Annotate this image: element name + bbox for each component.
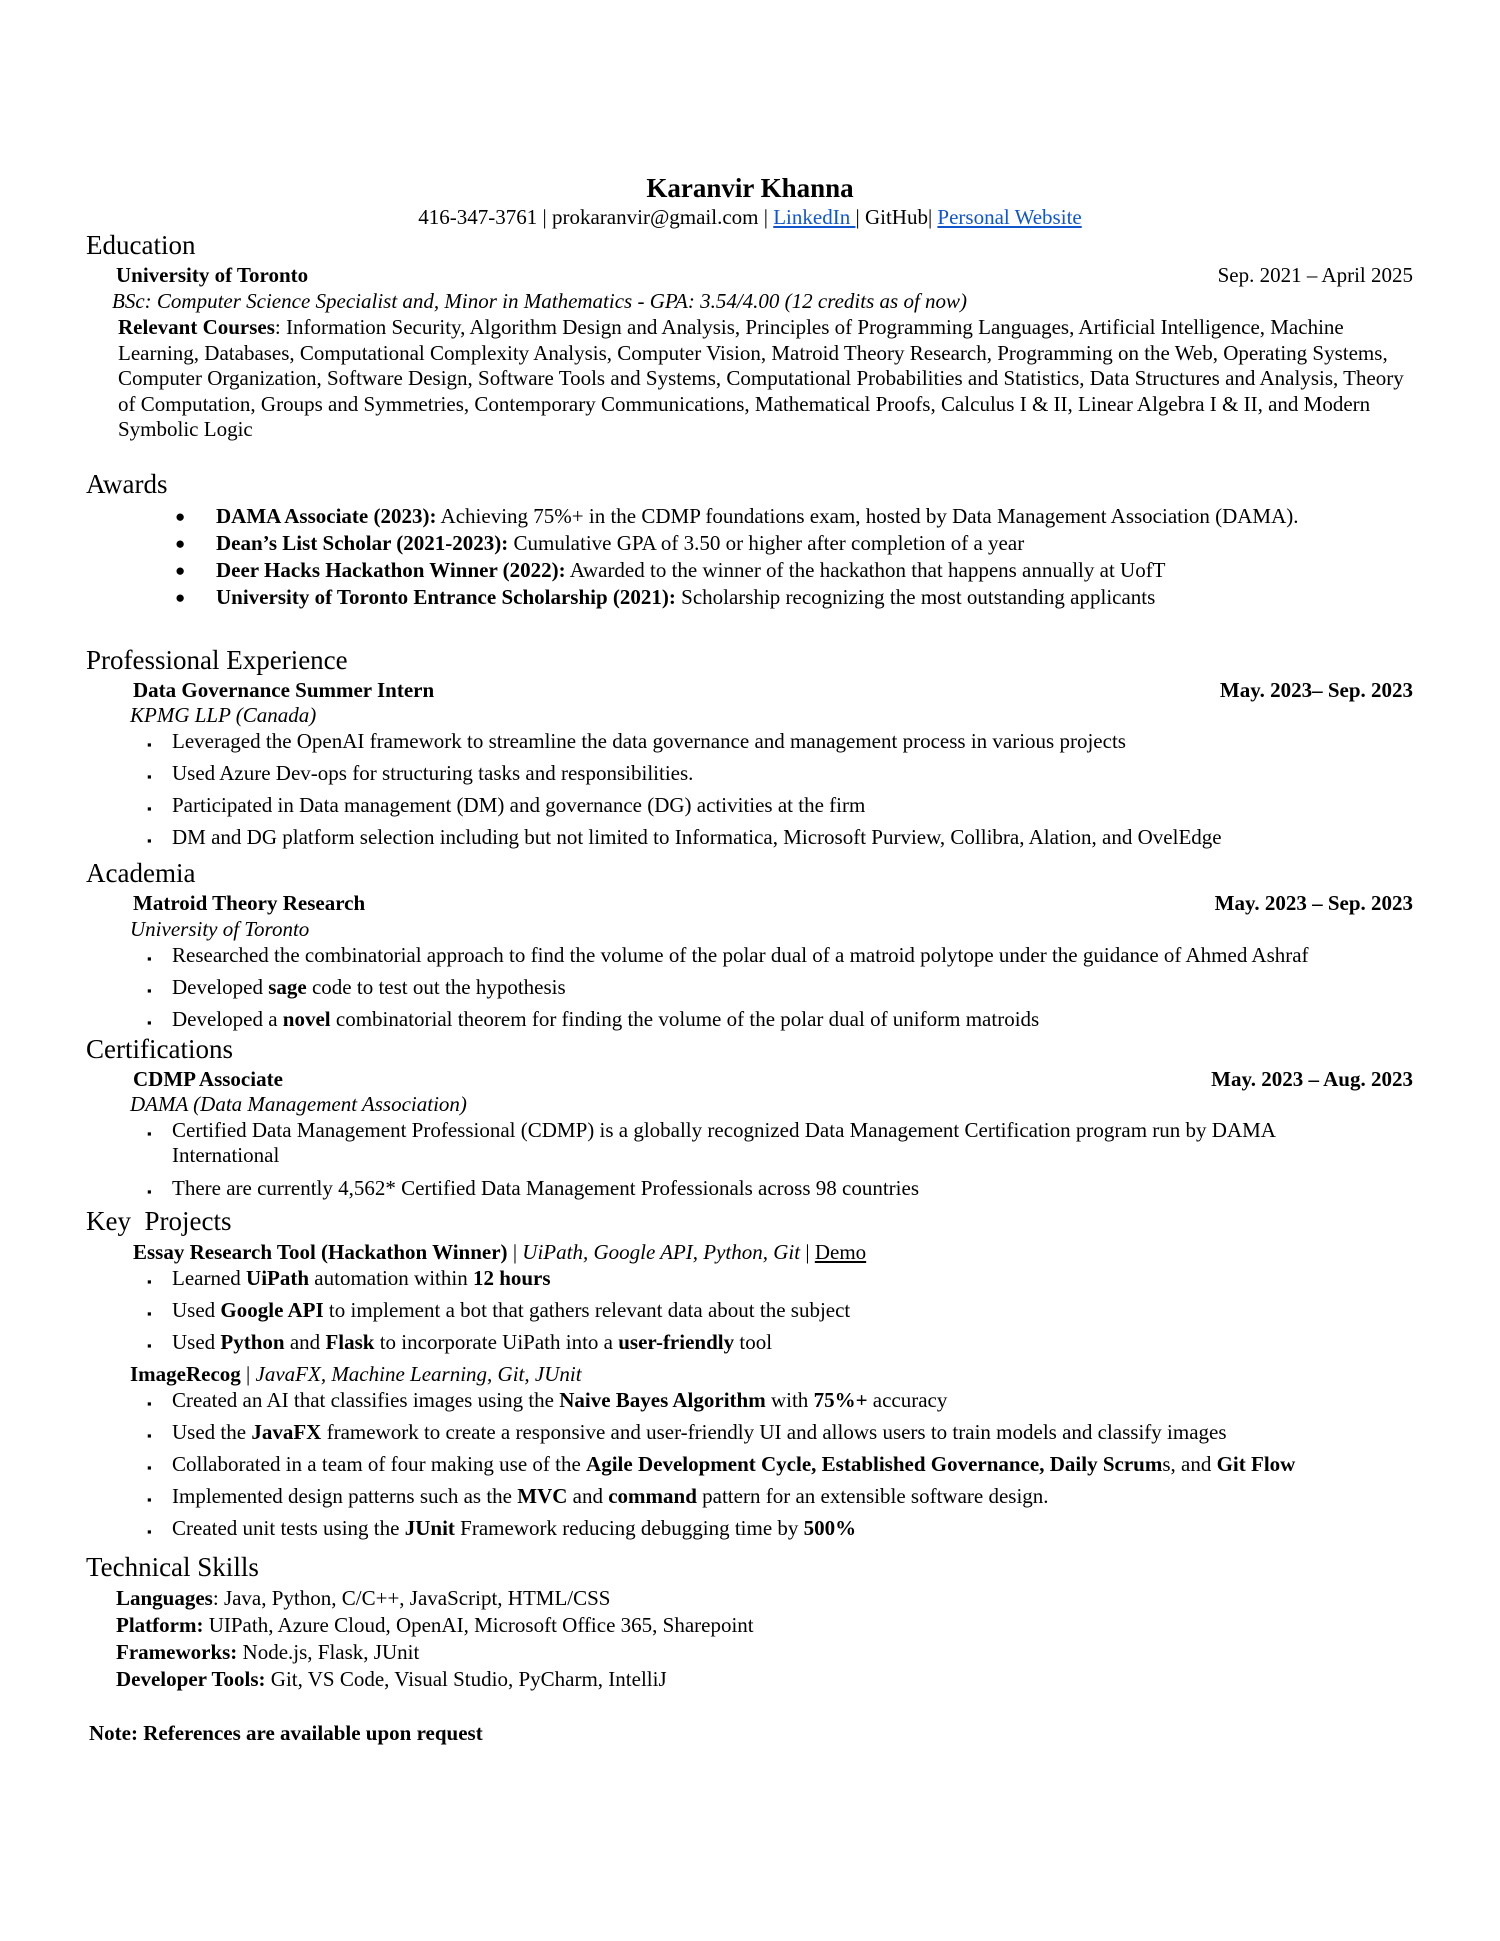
separator: | [763,205,768,229]
award-item [216,585,1155,610]
bullet-icon: ▪ [147,1274,152,1289]
text-bold: Git Flow [1216,1452,1296,1476]
text: code to test out the hypothesis [306,975,566,999]
cert-org: DAMA (Data Management Association) [130,1092,467,1116]
award-text: Cumulative GPA of 3.50 or higher after completion of a year [508,531,1025,555]
academia-bullet: Researched the combinatorial approach to find the volume of the polar dual of a matroid polytope under the guidance of Ahmed Ashraf [172,943,1309,967]
experience-bullet: Used Azure Dev-ops for structuring tasks and responsibilities. [172,761,694,785]
award-item [216,558,1166,583]
project-bullet [172,1298,850,1323]
skills-languages [116,1586,610,1611]
text-bold: novel [282,1007,331,1031]
academia-org: University of Toronto [130,917,310,941]
section-title-education: Education [86,230,196,260]
skill-value: : Java, Python, C/C++, JavaScript, HTML/CSS [212,1586,611,1610]
text: with [765,1388,814,1412]
award-title: University of Toronto Entrance Scholarship (2021): [216,585,676,609]
project-name: Essay Research Tool (Hackathon Winner) [133,1240,508,1264]
skill-value: Node.js, Flask, JUnit [237,1640,420,1664]
relevant-courses [118,315,1418,443]
website-link[interactable]: Personal Website [937,205,1082,229]
bullet-icon: ▪ [147,1396,152,1411]
text: Used [172,1298,221,1322]
separator: | [240,1362,256,1386]
text-bold: 500% [803,1516,857,1540]
bullet-icon: ▪ [147,1338,152,1353]
award-text: Achieving 75%+ in the CDMP foundations exam, hosted by Data Management Association (DAMA). [436,504,1299,528]
text: accuracy [867,1388,948,1412]
education-dates: Sep. 2021 – April 2025 [1217,263,1413,287]
skill-label: Platform: [116,1613,204,1637]
bullet-icon: ▪ [147,801,152,816]
bullet-icon: ▪ [147,1184,152,1199]
text-bold: 75%+ [813,1388,868,1412]
text: and [567,1484,609,1508]
school-name: University of Toronto [116,263,309,287]
experience-role: Data Governance Summer Intern [133,678,435,702]
text: Used the [172,1420,252,1444]
text-bold: command [608,1484,697,1508]
bullet-icon: ● [175,507,186,526]
academia-bullet [172,975,566,1000]
skills-platform [116,1613,754,1638]
text: Learned [172,1266,247,1290]
text: Framework reducing debugging time by [454,1516,804,1540]
courses-label: Relevant Courses [118,315,275,339]
courses-text: : Information Security, Algorithm Design and Analysis, Principles of Programming Languages, Artificial Intelligence, Machine Learning, Databases, Computational Complexity Analysis, Computer Vision, Matroid Theory Research, Programming on the Web, Operating Systems, Computer Organization, Software Design, Software Tools and Systems, Computational Probabilities and Statistics, Data Structures and Analysis, Theory of Computation, Groups and Symmetries, Contemporary Communications, Mathematical Proofs, Calculus I & II, Linear Algebra I & II, and Modern Symbolic Logic [118,315,1404,441]
bullet-icon: ▪ [147,1460,152,1475]
bullet-icon: ● [175,561,186,580]
text: Created unit tests using the [172,1516,405,1540]
project-bullet [172,1420,1227,1445]
text-bold: Python [220,1330,285,1354]
project-bullet [172,1452,1295,1477]
section-title-experience: Professional Experience [86,645,348,675]
cert-bullet: There are currently 4,562* Certified Data Management Professionals across 98 countries [172,1176,919,1200]
text: Implemented design patterns such as the [172,1484,518,1508]
bullet-icon: ▪ [147,1428,152,1443]
text: tool [734,1330,773,1354]
project-bullet [172,1330,772,1355]
academia-dates: May. 2023 – Sep. 2023 [1214,891,1413,915]
demo-link[interactable]: Demo [814,1240,867,1264]
section-title-awards: Awards [86,469,168,499]
text-bold: JavaFX [251,1420,322,1444]
text: Collaborated in a team of four making use of the [172,1452,587,1476]
skills-devtools [116,1667,667,1692]
text: combinatorial theorem for finding the volume of the polar dual of uniform matroids [330,1007,1040,1031]
separator: | [507,1240,523,1264]
project-bullet [172,1388,947,1413]
academia-bullet [172,1007,1039,1032]
bullet-icon: ● [175,534,186,553]
references-note: Note: References are available upon request [89,1721,483,1745]
experience-org: KPMG LLP (Canada) [130,703,317,727]
bullet-icon: ▪ [147,833,152,848]
bullet-icon: ▪ [147,769,152,784]
cert-name: CDMP Associate [133,1067,283,1091]
award-item [216,531,1024,556]
bullet-icon: ▪ [147,1015,152,1030]
separator: | [542,205,547,229]
experience-bullet: DM and DG platform selection including but not limited to Informatica, Microsoft Purview, Collibra, Alation, and OvelEdge [172,825,1222,849]
skill-label: Frameworks: [116,1640,238,1664]
award-text: Scholarship recognizing the most outstanding applicants [675,585,1156,609]
skill-value: Git, VS Code, Visual Studio, PyCharm, IntelliJ [265,1667,667,1691]
linkedin-link[interactable]: LinkedIn [773,205,856,229]
text: Developed [172,975,269,999]
experience-bullet: Leveraged the OpenAI framework to streamline the data governance and management process in various projects [172,729,1126,753]
section-title-skills: Technical Skills [86,1552,259,1582]
project-bullet [172,1266,551,1291]
project-tech: UiPath, Google API, Python, Git [522,1240,801,1264]
text-bold: JUnit [404,1516,455,1540]
cert-dates: May. 2023 – Aug. 2023 [1211,1067,1413,1091]
contact-line [0,205,1500,230]
text: and [284,1330,326,1354]
bullet-icon: ▪ [147,737,152,752]
text-bold: user-friendly [618,1330,735,1354]
candidate-name: Karanvir Khanna [646,173,854,203]
bullet-icon: ▪ [147,1524,152,1539]
text: Created an AI that classifies images using the [172,1388,560,1412]
award-item [216,504,1298,529]
text: framework to create a responsive and user-friendly UI and allows users to train models and classify images [321,1420,1227,1444]
award-title: Dean’s List Scholar (2021-2023): [216,531,509,555]
bullet-icon: ▪ [147,1306,152,1321]
bullet-icon: ▪ [147,1492,152,1507]
academia-role: Matroid Theory Research [133,891,366,915]
section-title-academia: Academia [86,858,196,888]
text-bold: MVC [517,1484,568,1508]
skill-value: UIPath, Azure Cloud, OpenAI, Microsoft Office 365, Sharepoint [203,1613,754,1637]
separator: | [855,205,860,229]
project-header [133,1240,866,1265]
skills-frameworks [116,1640,419,1665]
text-bold: Flask [325,1330,375,1354]
section-title-certifications: Certifications [86,1034,233,1064]
bullet-icon: ▪ [147,1126,152,1141]
skill-label: Developer Tools: [116,1667,266,1691]
cert-bullet: Certified Data Management Professional (CDMP) is a globally recognized Data Management Certification program run by DAMA International [172,1118,1275,1167]
text: s, and [1162,1452,1217,1476]
text-bold: Google API [220,1298,324,1322]
project-bullet [172,1484,1049,1509]
text: to implement a bot that gathers relevant data about the subject [323,1298,851,1322]
text: Used [172,1330,221,1354]
email[interactable]: prokaranvir@gmail.com [551,205,759,229]
github-link[interactable]: GitHub [864,205,928,229]
bullet-icon: ● [175,588,186,607]
phone: 416-347-3761 [418,205,538,229]
bullet-icon: ▪ [147,983,152,998]
skill-label: Languages [116,1586,213,1610]
text: to incorporate UiPath into a [374,1330,619,1354]
text-bold: 12 hours [472,1266,551,1290]
separator: | [927,205,933,229]
text-bold: UiPath [246,1266,310,1290]
text: automation within [309,1266,473,1290]
award-title: Deer Hacks Hackathon Winner (2022): [216,558,566,582]
award-text: Awarded to the winner of the hackathon that happens annually at UofT [565,558,1166,582]
project-tech: JavaFX, Machine Learning, Git, JUnit [255,1362,582,1386]
text: pattern for an extensible software design. [696,1484,1049,1508]
project-name: ImageRecog [130,1362,241,1386]
award-title: DAMA Associate (2023): [216,504,437,528]
project-bullet [172,1516,856,1541]
experience-dates: May. 2023– Sep. 2023 [1219,678,1413,702]
bullet-icon: ▪ [147,951,152,966]
text: Developed a [172,1007,283,1031]
text-bold: sage [268,975,307,999]
project-header [130,1362,582,1387]
experience-bullet: Participated in Data management (DM) and governance (DG) activities at the firm [172,793,866,817]
text-bold: Naive Bayes Algorithm [559,1388,766,1412]
separator: | [800,1240,815,1264]
degree: BSc: Computer Science Specialist and, Minor in Mathematics - GPA: 3.54/4.00 (12 credits as of now) [112,289,968,313]
text-bold: Agile Development Cycle, Established Governance, Daily Scrum [586,1452,1163,1476]
section-title-projects: Key Projects [86,1206,232,1236]
